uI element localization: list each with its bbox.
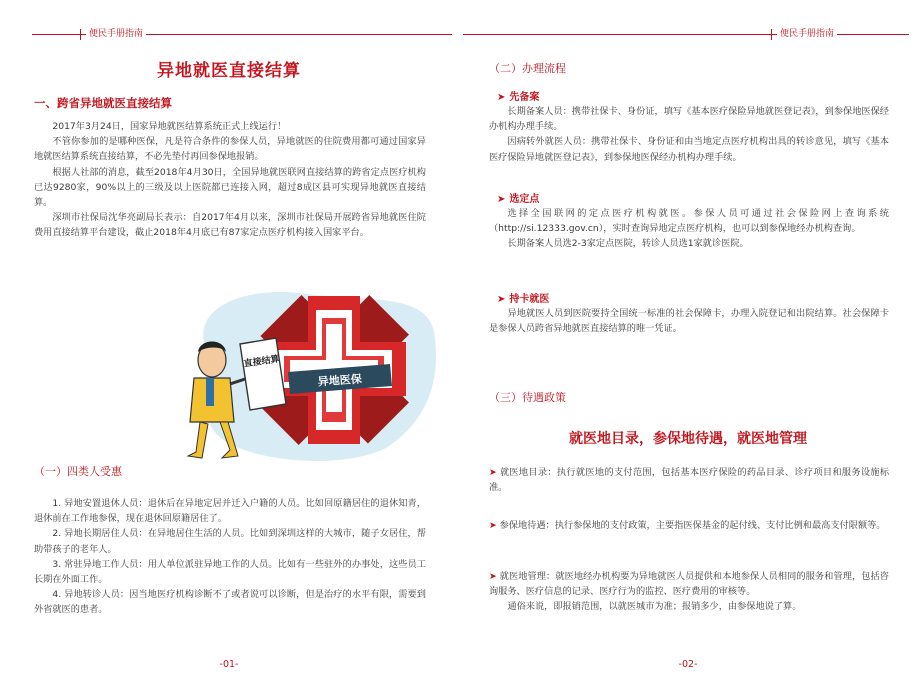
arrow-right-icon: ➤ bbox=[489, 571, 500, 582]
header-tick bbox=[771, 29, 772, 40]
arrow-right-icon: ➤ bbox=[489, 467, 500, 478]
paragraph: 深圳市社保局沈华亮副局长表示：自2017年4月以来，深圳市社保局开展跨省异地就医住院费用直接结算平台建设，截止2018年4月底已有87家定点医疗机构接入国家平台。 bbox=[34, 212, 426, 239]
step-body bbox=[489, 306, 889, 336]
arrow-right-icon: ➤ bbox=[497, 194, 506, 205]
list-item: 4. 异地转诊人员：因当地医疗机构诊断不了或者说可以诊断，但是治疗的水平有限，需要到外省就医的患者。 bbox=[34, 589, 426, 616]
section-heading-cross-province: 一、跨省异地就医直接结算 bbox=[34, 96, 172, 110]
page-header bbox=[463, 26, 913, 42]
policy-text: 就医地目录：执行就医地的支付范围，包括基本医疗保险的药品目录、诊疗项目和服务设施标准。 bbox=[489, 467, 890, 494]
section-heading-beneficiaries: （一）四类人受惠 bbox=[34, 465, 122, 478]
policy-item bbox=[489, 518, 889, 533]
policy-item bbox=[489, 569, 889, 615]
left-page bbox=[0, 0, 458, 692]
paragraph: 2017年3月24日，国家异地就医结算系统正式上线运行！ bbox=[52, 121, 287, 132]
section-body-cross-province bbox=[34, 119, 426, 241]
policy-item bbox=[489, 465, 889, 495]
step-heading bbox=[497, 290, 549, 305]
policy-text: 就医地管理：就医地经办机构要为异地就医人员提供和本地参保人员相同的服务和管理，包括咨询服务、医疗信息的记录、医疗行为的监控、医疗费用的审核等。 bbox=[489, 571, 889, 598]
page-header bbox=[32, 26, 456, 42]
paragraph: 长期备案人员选2-3家定点医院，转诊人员选1家就诊医院。 bbox=[507, 238, 749, 250]
header-badge: 便民手册指南 bbox=[777, 26, 837, 42]
section-heading-process: （二）办理流程 bbox=[489, 62, 566, 75]
step-body bbox=[489, 104, 889, 165]
list-item: 2. 异地长期居住人员：在异地居住生活的人员。比如到深圳这样的大城市，随子女居住，帮助带孩子的老年人。 bbox=[34, 528, 426, 555]
paragraph: 因病转外就医人员：携带社保卡、身份证和由当地定点医疗机构出具的转诊意见，填写《基本医疗保险异地就医登记表》，到参保地医保经办机构办理手续。 bbox=[489, 136, 889, 163]
step-heading bbox=[497, 190, 539, 205]
paragraph: 选择全国联网的定点医疗机构就医。参保人员可通过社会保险网上查询系统（http://si.12333.gov.cn），实时查询异地定点医疗机构，也可以到参保地经办机构查询。 bbox=[489, 208, 889, 235]
beneficiaries-list bbox=[34, 496, 426, 618]
banner-text: 异地医保 bbox=[317, 372, 363, 389]
policy-slogan: 就医地目录，参保地待遇，就医地管理 bbox=[569, 431, 807, 447]
arrow-right-icon: ➤ bbox=[497, 294, 506, 305]
header-badge: 便民手册指南 bbox=[86, 26, 146, 42]
step-title: 选定点 bbox=[509, 194, 540, 205]
paragraph: 异地就医人员到医院要持全国统一标准的社会保障卡，办理入院登记和出院结算。社会保障卡是参保人员跨省异地就医直接结算的唯一凭证。 bbox=[489, 308, 889, 335]
page-title: 异地就医直接结算 bbox=[157, 61, 301, 81]
header-tick bbox=[80, 29, 81, 40]
right-page bbox=[459, 0, 917, 692]
list-item: 1. 异地安置退休人员：退休后在异地定居并迁入户籍的人员。比如回原籍居住的退休知青，退休前在工作地参保，现在退休回原籍居住了。 bbox=[34, 498, 426, 525]
step-title: 持卡就医 bbox=[509, 294, 550, 305]
header-rule bbox=[463, 34, 909, 35]
list-item: 3. 常驻异地工作人员：用人单位派驻异地工作的人员。比如有一些驻外的办事处，这些员工长期在外面工作。 bbox=[34, 558, 426, 586]
arrow-right-icon: ➤ bbox=[497, 92, 506, 103]
page-number: -01- bbox=[219, 659, 239, 670]
section-heading-policy: （三）待遇政策 bbox=[489, 391, 566, 404]
policy-text: 参保地待遇：执行参保地的支付政策，主要指医保基金的起付线、支付比例和最高支付限额等。 bbox=[499, 520, 886, 531]
medical-insurance-illustration bbox=[176, 272, 440, 468]
step-title: 先备案 bbox=[509, 92, 540, 103]
step-body bbox=[489, 206, 889, 252]
paragraph: 根据人社部的消息，截至2018年4月30日，全国异地就医联网直接结算的跨省定点医疗机构已达9280家，90%以上的三级及以上医院都已连接入网，超过8成区县可实现异地就医直接结算。 bbox=[34, 166, 426, 209]
document-text: 直接结算 bbox=[243, 354, 281, 370]
closing-paragraph: 通俗来说，即报销范围，以就医城市为准；报销多少，由参保地说了算。 bbox=[507, 601, 802, 613]
paragraph: 长期备案人员：携带社保卡、身份证，填写《基本医疗保险异地就医登记表》，到参保地医保经办机构办理手续。 bbox=[489, 106, 889, 133]
step-heading bbox=[497, 88, 539, 103]
arrow-right-icon: ➤ bbox=[489, 520, 500, 531]
page-number: -02- bbox=[678, 659, 698, 670]
paragraph: 不管你参加的是哪种医保，凡是符合条件的参保人员，异地就医的住院费用都可通过国家异地就医结算系统直接结算，不必先垫付再回参保地报销。 bbox=[34, 136, 426, 163]
